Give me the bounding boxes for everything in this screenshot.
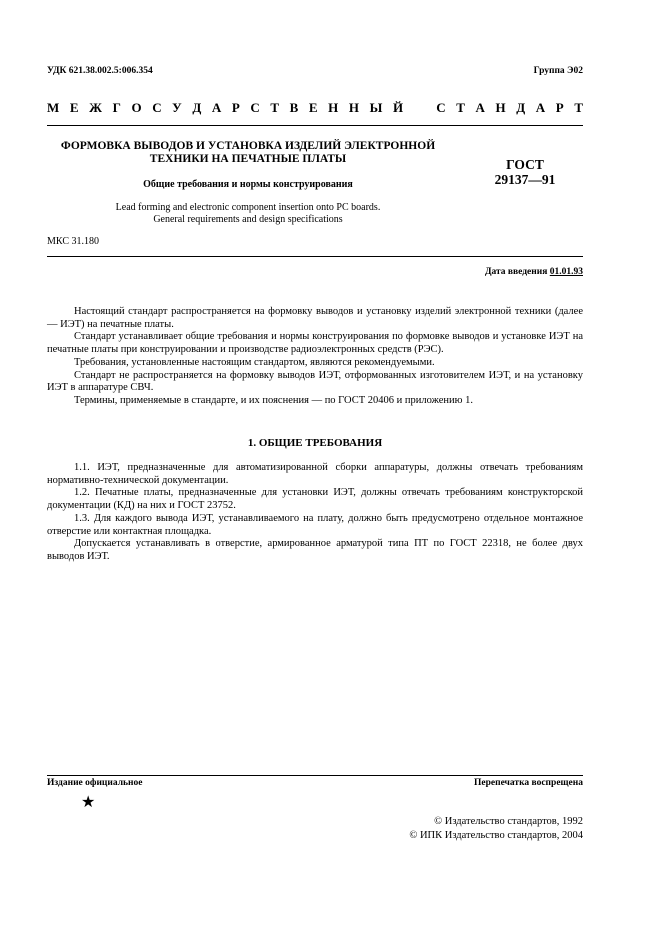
banner-letter: Е (69, 100, 79, 115)
banner-letter: Н (495, 100, 506, 115)
title-line-1: ФОРМОВКА ВЫВОДОВ И УСТАНОВКА ИЗДЕЛИЙ ЭЛЕКТРОННОЙ (60, 140, 436, 152)
banner-letter: Т (456, 100, 465, 115)
section-1-text (47, 462, 583, 564)
intro-paragraph: Термины, применяемые в стандарте, и их пояснения — по ГОСТ 20406 и приложению 1. (74, 394, 473, 406)
banner-letter: А (475, 100, 485, 115)
banner-letter: А (211, 100, 222, 115)
copyright-block (283, 815, 583, 843)
intro-text (47, 306, 583, 408)
banner-letter: Й (392, 100, 404, 115)
banner-letter: В (289, 100, 299, 115)
top-divider (47, 125, 583, 126)
reprint-prohibited-label: Перепечатка воспрещена (473, 778, 583, 788)
intro-paragraph: Стандарт не распространяется на формовку выводов ИЭТ, отформованных изготовителем ИЭТ, и на установку ИЭТ в аппаратуре СВЧ. (47, 369, 583, 394)
effective-date (485, 267, 583, 277)
star-icon: ★ (81, 794, 96, 811)
intro-paragraph: Настоящий стандарт распространяется на формовку выводов и установку изделий электронной техники (далее — ИЭТ) на печатные платы. (47, 306, 583, 330)
banner-letter: С (152, 100, 162, 115)
effective-date-label: Дата введения (484, 267, 548, 277)
title-line-2: ТЕХНИКИ НА ПЕЧАТНЫЕ ПЛАТЫ (149, 153, 347, 165)
english-title-line-1: Lead forming and electronic component insertion onto PC boards. (115, 202, 381, 213)
interstate-standard-banner (47, 100, 583, 116)
official-edition-label: Издание официальное (47, 778, 143, 788)
banner-letter: У (172, 100, 182, 115)
footer-divider (47, 775, 583, 776)
english-title-line-2: General requirements and design specifications (153, 214, 343, 225)
banner-letter: Т (574, 100, 583, 115)
banner-gap (414, 100, 426, 116)
group-code: Группа Э02 (533, 66, 583, 76)
banner-letter: М (47, 100, 60, 115)
section-paragraph: 1.2. Печатные платы, предназначенные для установки ИЭТ, должны отвечать требованиям конструкторской документации (КД) на них и ГОСТ 23752. (47, 487, 583, 512)
banner-letter: Т (270, 100, 280, 115)
gost-label: ГОСТ (506, 157, 544, 172)
banner-letter: Р (231, 100, 240, 115)
banner-letter: Д (516, 100, 526, 115)
middle-divider (47, 256, 583, 257)
banner-letter: С (436, 100, 446, 115)
mks-code: МКС 31.180 (47, 236, 99, 247)
intro-paragraph: Стандарт устанавливает общие требования и нормы конструирования по формовке выводов и установке ИЭТ на печатные платы при конструировании и производстве радиоэлектронных средств (РЭС). (47, 331, 583, 356)
banner-letter: Е (308, 100, 318, 115)
intro-paragraph: Требования, установленные настоящим стандартом, являются рекомендуемыми. (74, 356, 435, 368)
banner-letter: С (250, 100, 260, 115)
gost-designation (470, 157, 580, 187)
section-paragraph: 1.3. Для каждого вывода ИЭТ, устанавливаемого на плату, должно быть предусмотрено отдельное монтажное отверстие или контактная площадка. (47, 512, 583, 537)
english-title (47, 202, 449, 226)
banner-letter: Н (348, 100, 360, 115)
banner-letter: Ж (89, 100, 102, 115)
gost-number: 29137—91 (494, 172, 556, 187)
section-paragraph: 1.1. ИЭТ, предназначенные для автоматизированной сборки аппаратуры, должны отвечать требованиям нормативно-технической документации. (47, 462, 583, 486)
document-title (47, 140, 449, 166)
effective-date-value: 01.01.93 (549, 267, 583, 277)
banner-letter: Ы (369, 100, 383, 115)
banner-letter: О (131, 100, 142, 115)
udk-code: УДК 621.38.002.5:006.354 (47, 66, 153, 76)
copyright-line-1: © Издательство стандартов, 1992 (434, 816, 583, 827)
banner-letter: А (535, 100, 546, 115)
copyright-line-2: © ИПК Издательство стандартов, 2004 (409, 830, 583, 841)
section-heading: 1. ОБЩИЕ ТРЕБОВАНИЯ (247, 437, 383, 449)
banner-letter: Р (555, 100, 564, 115)
section-paragraph: Допускается устанавливать в отверстие, армированное арматурой типа ПТ по ГОСТ 22318, не более двух выводов ИЭТ. (47, 538, 583, 562)
banner-letter: Д (192, 100, 202, 115)
banner-letter: Г (112, 100, 121, 115)
banner-letter: Н (328, 100, 339, 115)
document-subtitle: Общие требования и нормы конструирования (143, 179, 353, 190)
